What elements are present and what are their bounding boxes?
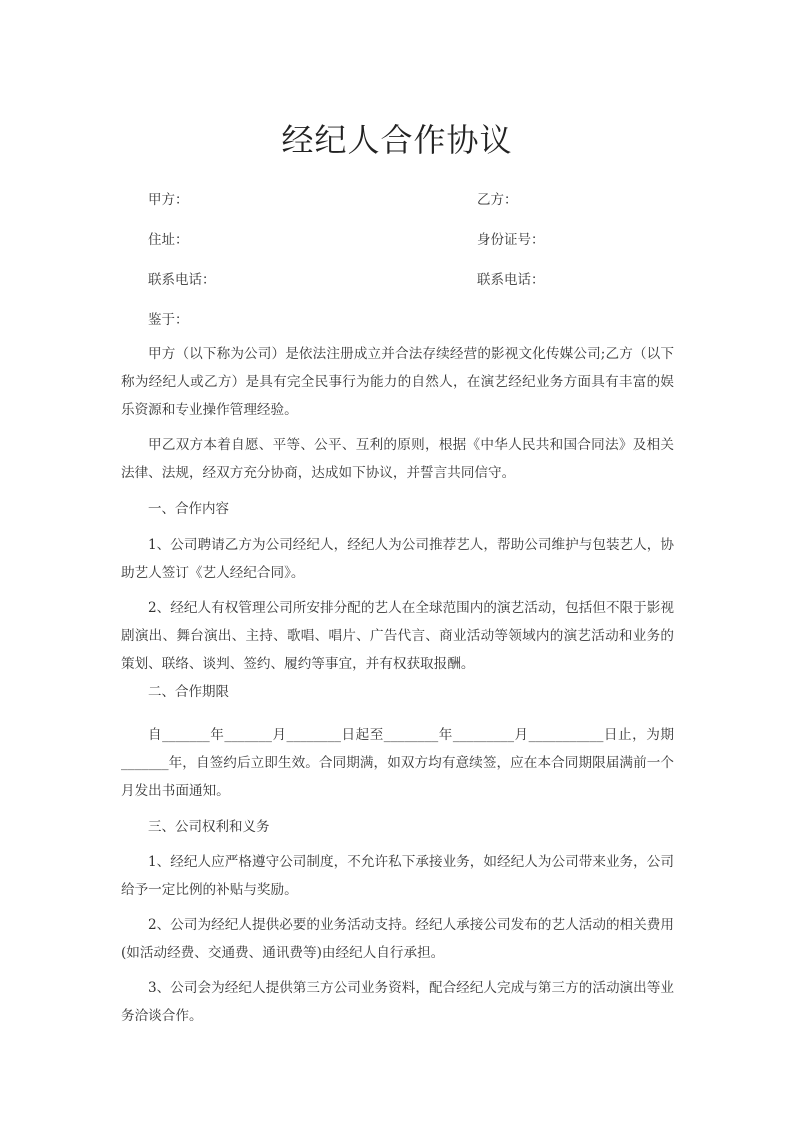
whereas-label: 鉴于：: [148, 312, 189, 328]
id-number-label: 身份证号：: [477, 232, 545, 248]
party-a-label: 甲方：: [148, 192, 189, 208]
address-label: 住址：: [148, 232, 189, 248]
clause-3-1: 1、经纪人应严格遵守公司制度，不允许私下承接业务，如经纪人为公司带来业务，公司给予一定比例的补贴与奖励。: [121, 854, 674, 898]
clause-1-2: 2、经纪人有权管理公司所安排分配的艺人在全球范围内的演艺活动，包括但不限于影视剧演出、舞台演出、主持、歌唱、唱片、广告代言、商业活动等领域内的演艺活动和业务的策划、联络、谈判、签约、履约等事宜，并有权获取报酬。: [121, 600, 674, 672]
clause-3-2: 2、公司为经纪人提供必要的业务活动支持。经纪人承接公司发布的艺人活动的相关费用(如活动经费、交通费、通讯费等)由经纪人自行承担。: [121, 917, 674, 961]
section-heading-cooperation: 一、合作内容: [148, 501, 229, 517]
intro-paragraph-2: 甲乙双方本着自愿、平等、公平、互利的原则，根据《中华人民共和国合同法》及相关法律、法规，经双方充分协商，达成如下协议，并誓言共同信守。: [121, 437, 674, 481]
section-heading-rights: 三、公司权利和义务: [148, 819, 270, 835]
intro-paragraph-1: 甲方（以下称为公司）是依法注册成立并合法存续经营的影视文化传媒公司;乙方（以下称为经纪人或乙方）是具有完全民事行为能力的自然人，在演艺经纪业务方面具有丰富的娱乐资源和专业操作管理经验。: [121, 346, 674, 418]
section-heading-term: 二、合作期限: [148, 684, 229, 700]
clause-2-1: 自_______年_______月________日起至________年_________月___________日止，为期_______年，自签约后立即生效。合同期满，如双方均有意续签，应在本合同期限届满前一个月发出书面通知。: [121, 727, 674, 799]
clause-1-1: 1、公司聘请乙方为公司经纪人，经纪人为公司推荐艺人，帮助公司维护与包装艺人，协助艺人签订《艺人经纪合同》。: [121, 537, 674, 581]
phone-a-label: 联系电话：: [148, 272, 216, 288]
party-b-label: 乙方：: [477, 192, 518, 208]
clause-3-3: 3、公司会为经纪人提供第三方公司业务资料，配合经纪人完成与第三方的活动演出等业务洽谈合作。: [121, 980, 674, 1024]
document-title: 经纪人合作协议: [281, 121, 513, 159]
phone-b-label: 联系电话：: [477, 272, 545, 288]
